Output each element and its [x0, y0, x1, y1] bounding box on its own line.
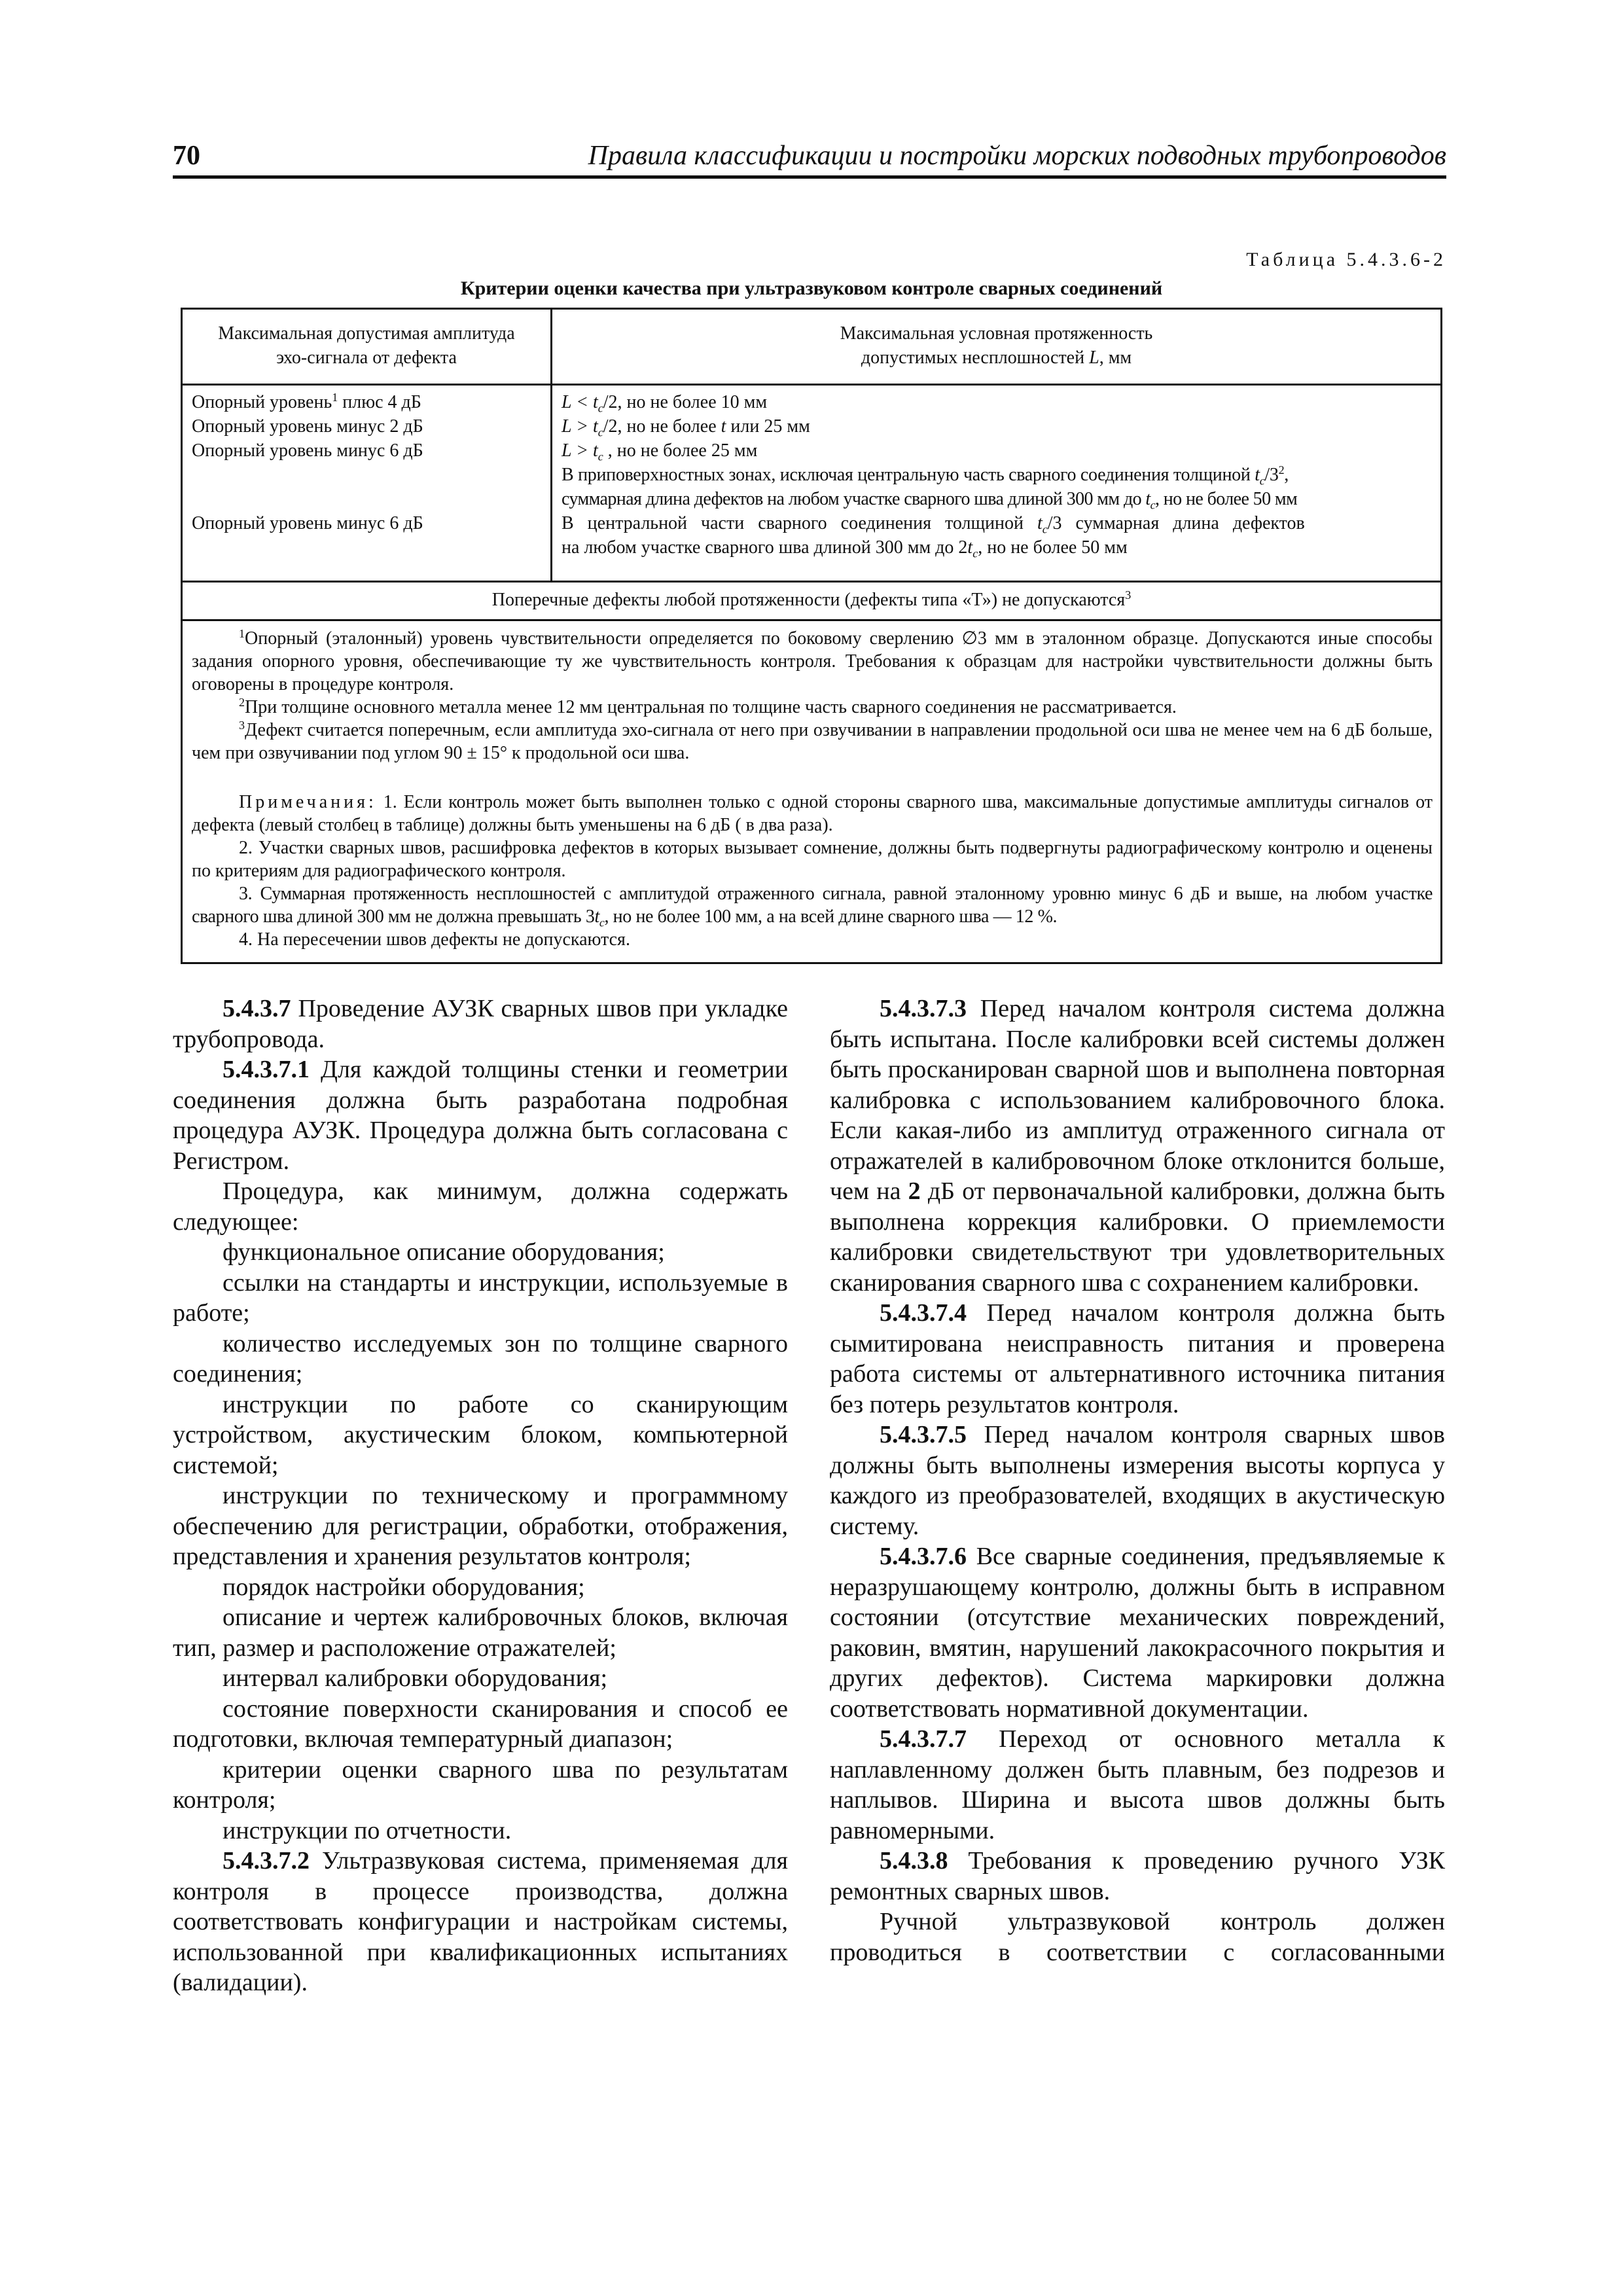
col1-header — [183, 321, 550, 370]
criterion-1: $L < t_c/2$, но не более 10 мм — [562, 392, 768, 415]
header-row-rule — [183, 384, 1440, 386]
section-5-4-3-8: 5.4.3.8 Требования к проведению ручного УЗК ремонтных сварных швов. — [830, 1847, 1445, 1905]
amplitude-level: Опорный уровень$^1$ плюс 4 дБ — [192, 391, 421, 412]
manual-ut-paragraph: Ручной ультразвуковой контроль должен проводиться в соответствии с согласованными — [830, 1908, 1445, 1966]
note-1: Примечания: 1. Если контроль может быть выполнен только с одной стороны сварного шва, максимальные допустимые амплитуды сигналов от дефекта (левый столбец в таблице) должны быть уменьшены на 6 дБ ( в два раза). — [192, 792, 1433, 835]
col1-header-line: Максимальная допустимая амплитуда — [218, 323, 515, 344]
procedure-item: состояние поверхности сканирования и способ ее подготовки, включая температурный диапазон; — [173, 1695, 788, 1753]
running-title: Правила классификации и постройки морских подводных трубопроводов — [588, 141, 1446, 171]
footnote: $^3$Дефект считается поперечным, если амплитуда эхо-сигнала от него при озвучивании в направлении продольной оси шва не менее чем на 6 дБ больше, чем при озвучивании под углом 90 ± 15° к продольной оси шва. — [192, 719, 1433, 763]
footnote: $^1$Опорный (эталонный) уровень чувствительности определяется по боковому сверлению ∅3 мм в эталонном образце. Допускаются иные способы задания опорного уровня, обеспечивающие ту же чувствительность контроля. Требования к образцам для настройки чувствительности должны быть оговорены в процедуре контроля. — [192, 627, 1433, 694]
table-title: Критерии оценки качества при ультразвуковом контроле сварных соединений — [460, 278, 1163, 299]
footnote: $^2$При толщине основного металла менее 12 мм центральная по толщине часть сварного соединения не рассматривается. — [239, 696, 1177, 717]
section-5-4-3-7: 5.4.3.7 Проведение АУЗК сварных швов при укладке трубопровода. — [173, 995, 788, 1053]
section-5-4-3-7-3: 5.4.3.7.3 Перед началом контроля система должна быть испытана. После калибровки всей системы должен быть просканирован сварной шов и выполнена повторная калибровка с использованием калибровочного блока. Если какая-либо из амплитуд отраженного сигнала от отражателей в калибровочном блоке отклонится больше, чем на 2 дБ от первоначальной калибровки, должна быть выполнена коррекция калибровки. О приемлемости калибровки свидетельствуют три удовлетворительных сканирования сварного шва с сохранением калибровки. — [830, 995, 1445, 1297]
amplitude-level: Опорный уровень минус 6 дБ — [192, 513, 423, 533]
procedure-item: критерии оценки сварного шва по результатам контроля; — [173, 1755, 788, 1814]
left-text-column — [173, 994, 788, 1998]
section-5-4-3-7-5: 5.4.3.7.5 Перед началом контроля сварных швов должны быть выполнены измерения высоты корпуса у каждого из преобразователей, входящих в акустическую систему. — [830, 1421, 1445, 1540]
procedure-item: описание и чертеж калибровочных блоков, включая тип, размер и расположение отражателей; — [173, 1604, 788, 1662]
col2-header-line: допустимых несплошностей L, мм — [861, 348, 1132, 368]
note-4: 4. На пересечении швов дефекты не допускаются. — [239, 929, 630, 950]
criterion-5: В центральной части сварного соединения толщиной $t_c/3$ суммарная длина дефектов на любом участке сварного шва длиной 300 мм до $2t_c$, но не более 50 мм — [562, 513, 1305, 560]
col1-header-line: эхо-сигнала от дефекта — [276, 348, 457, 368]
length-column — [562, 390, 1432, 560]
section-5-4-3-7-7: 5.4.3.7.7 Переход от основного металла к наплавленному должен быть плавным, без подрезов и наплывов. Ширина и высота швов должны быть равномерными. — [830, 1725, 1445, 1844]
running-header — [173, 140, 1446, 177]
col2-header — [552, 321, 1440, 370]
transverse-row-rule — [183, 619, 1440, 621]
amplitude-level: Опорный уровень минус 6 дБ — [192, 440, 423, 461]
section-5-4-3-7-2: 5.4.3.7.2 Ультразвуковая система, применяемая для контроля в процессе производства, должна соответствовать конфигурации и настройкам системы, использованной при квалификационных испытаниях (валидации). — [173, 1847, 788, 1996]
right-text-column — [830, 994, 1445, 1967]
criterion-4: В приповерхностных зонах, исключая центральную часть сварного соединения толщиной $t_c/3^2$, суммарная длина дефектов на любом участке сварного шва длиной 300 мм до $t_c$, но не более 50 мм — [562, 463, 1298, 512]
col2-header-line: Максимальная условная протяженность — [840, 323, 1153, 344]
transverse-defects-row: Поперечные дефекты любой протяженности (дефекты типа «Т») не допускаются$^3$ — [491, 588, 1132, 610]
procedure-item: порядок настройки оборудования; — [223, 1573, 585, 1601]
section-5-4-3-7-1: 5.4.3.7.1 Для каждой толщины стенки и геометрии соединения должна быть разработана подробная процедура АУЗК. Процедура должна быть согласована с Регистром. — [173, 1056, 788, 1175]
page-number: 70 — [173, 141, 200, 171]
header-rule — [173, 175, 1446, 179]
criteria-table — [181, 308, 1442, 964]
body-row-rule — [183, 581, 1440, 583]
procedure-item: инструкции по отчетности. — [223, 1816, 512, 1844]
section-5-4-3-7-6: 5.4.3.7.6 Все сварные соединения, предъявляемые к неразрушающему контролю, должны быть в исправном состоянии (отсутствие механических повреждений, раковин, вмятин, нарушений лакокрасочного покрытия и других дефектов). Система маркировки должна соответствовать нормативной документации. — [830, 1543, 1445, 1723]
procedure-item: ссылки на стандарты и инструкции, используемые в работе; — [173, 1268, 788, 1327]
criterion-3: $L > t_c$ , но не более 25 мм — [562, 440, 758, 463]
table-notes — [192, 791, 1433, 951]
table-footnotes — [192, 627, 1433, 764]
section-5-4-3-7-4: 5.4.3.7.4 Перед началом контроля должна быть сымитирована неисправность питания и проверена работа системы от альтернативного источника питания без потерь результатов контроля. — [830, 1299, 1445, 1418]
procedure-intro: Процедура, как минимум, должна содержать следующее: — [173, 1177, 788, 1236]
procedure-item: инструкции по техническому и программному обеспечению для регистрации, обработки, отображения, представления и хранения результатов контроля; — [173, 1482, 788, 1570]
procedure-item: инструкции по работе со сканирующим устройством, акустическим блоком, компьютерной системой; — [173, 1390, 788, 1479]
note-3: 3. Суммарная протяженность несплошностей с амплитудой отраженного сигнала, равной эталонному уровню минус 6 дБ и выше, на любом участке сварного шва длиной 300 мм не должна превышать $3t_c$, но не более 100 мм, а на всей длине сварного шва — 12 %. — [192, 884, 1433, 929]
procedure-item: количество исследуемых зон по толщине сварного соединения; — [173, 1329, 788, 1388]
amplitude-level: Опорный уровень минус 2 дБ — [192, 416, 423, 437]
criterion-2: $L > t_c/2$, но не более t или 25 мм — [562, 416, 810, 439]
procedure-item: интервал калибровки оборудования; — [223, 1664, 607, 1692]
amplitude-column — [192, 390, 545, 535]
table-caption: Таблица 5.4.3.6-2 — [1246, 249, 1446, 270]
note-2: 2. Участки сварных швов, расшифровка дефектов в которых вызывает сомнение, должны быть подвергнуты радиографическому контролю и оценены по критериям для радиографического контроля. — [192, 838, 1433, 881]
procedure-item: функциональное описание оборудования; — [223, 1238, 665, 1266]
